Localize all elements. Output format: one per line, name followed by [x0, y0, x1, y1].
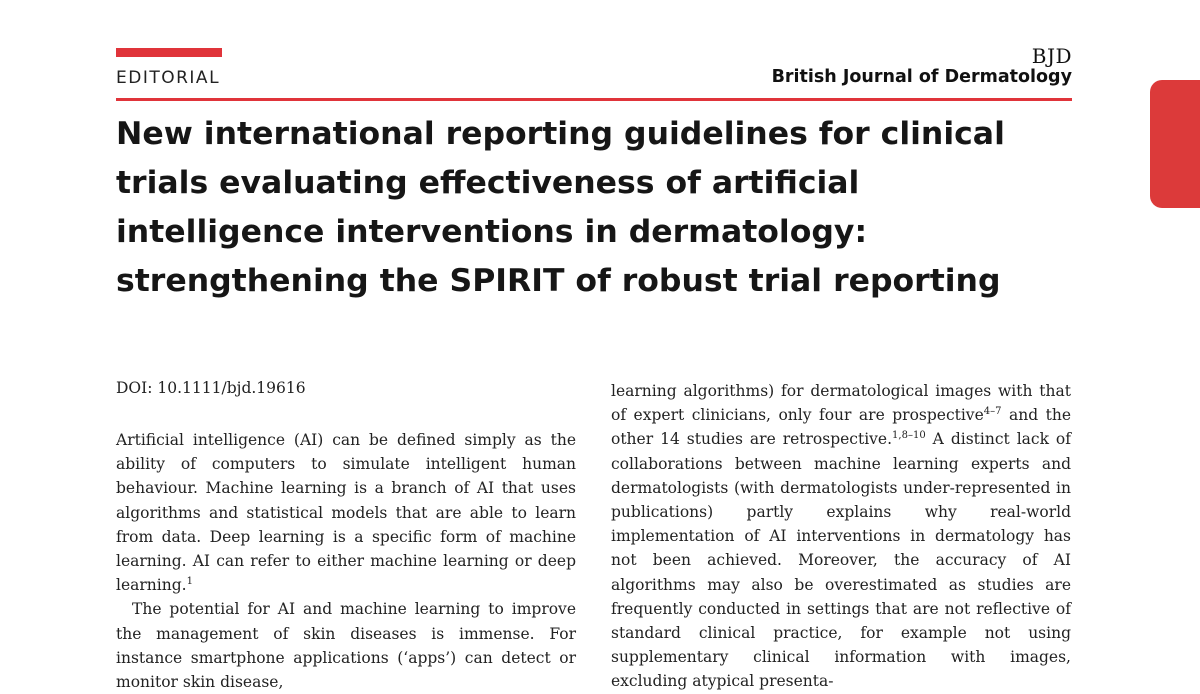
journal-abbreviation: BJD	[1031, 44, 1072, 68]
left-column	[116, 428, 576, 694]
section-label: EDITORIAL	[116, 68, 221, 88]
reference-marker[interactable]: 1,8–10	[892, 430, 926, 442]
paragraph-text: The potential for AI and machine learning to improve the management of skin diseases is immense. For instance smartphone applications (‘apps’) can detect or monitor skin disease,	[116, 600, 576, 692]
side-tab[interactable]	[1150, 80, 1200, 208]
right-column	[611, 379, 1071, 694]
paragraph-text: learning algorithms) for dermatological images with that of expert clinicians, only four are prospective	[611, 382, 1071, 425]
paragraph-text: A distinct lack of collaborations between machine learning experts and dermatologists (with dermatologists under-represented in publications) partly explains why real-world implementation of AI interventions in dermatology has not been achieved. Moreover, the accuracy of AI algorithms may also be overestimated as studies are frequently conducted in settings that are not reflective of standard clinical practice, for example not using supplementary clinical information with images, excluding atypical presenta-	[611, 430, 1071, 691]
header-divider	[116, 98, 1072, 101]
doi: DOI: 10.1111/bjd.19616	[116, 379, 306, 397]
section-accent-bar	[116, 48, 222, 57]
paragraph-text: and the other 14 studies are retrospective.	[611, 406, 1071, 449]
reference-marker[interactable]: 1	[186, 576, 193, 588]
paragraph	[116, 428, 576, 597]
paragraph-text: Artificial intelligence (AI) can be defined simply as the ability of computers to simulate intelligent human behaviour. Machine learning is a branch of AI that uses algorithms and statistical models that are able to learn from data. Deep learning is a specific form of machine learning. AI can refer to either machine learning or deep learning.	[116, 431, 576, 595]
reference-marker[interactable]: 4–7	[983, 406, 1002, 418]
article-title: New international reporting guidelines for clinical trials evaluating effectiveness of artificial intelligence interventions in dermatology: strengthening the SPIRIT of robust trial reporting	[116, 116, 1005, 299]
journal-name: British Journal of Dermatology	[771, 67, 1072, 87]
paragraph	[116, 597, 576, 694]
paragraph	[611, 379, 1071, 694]
